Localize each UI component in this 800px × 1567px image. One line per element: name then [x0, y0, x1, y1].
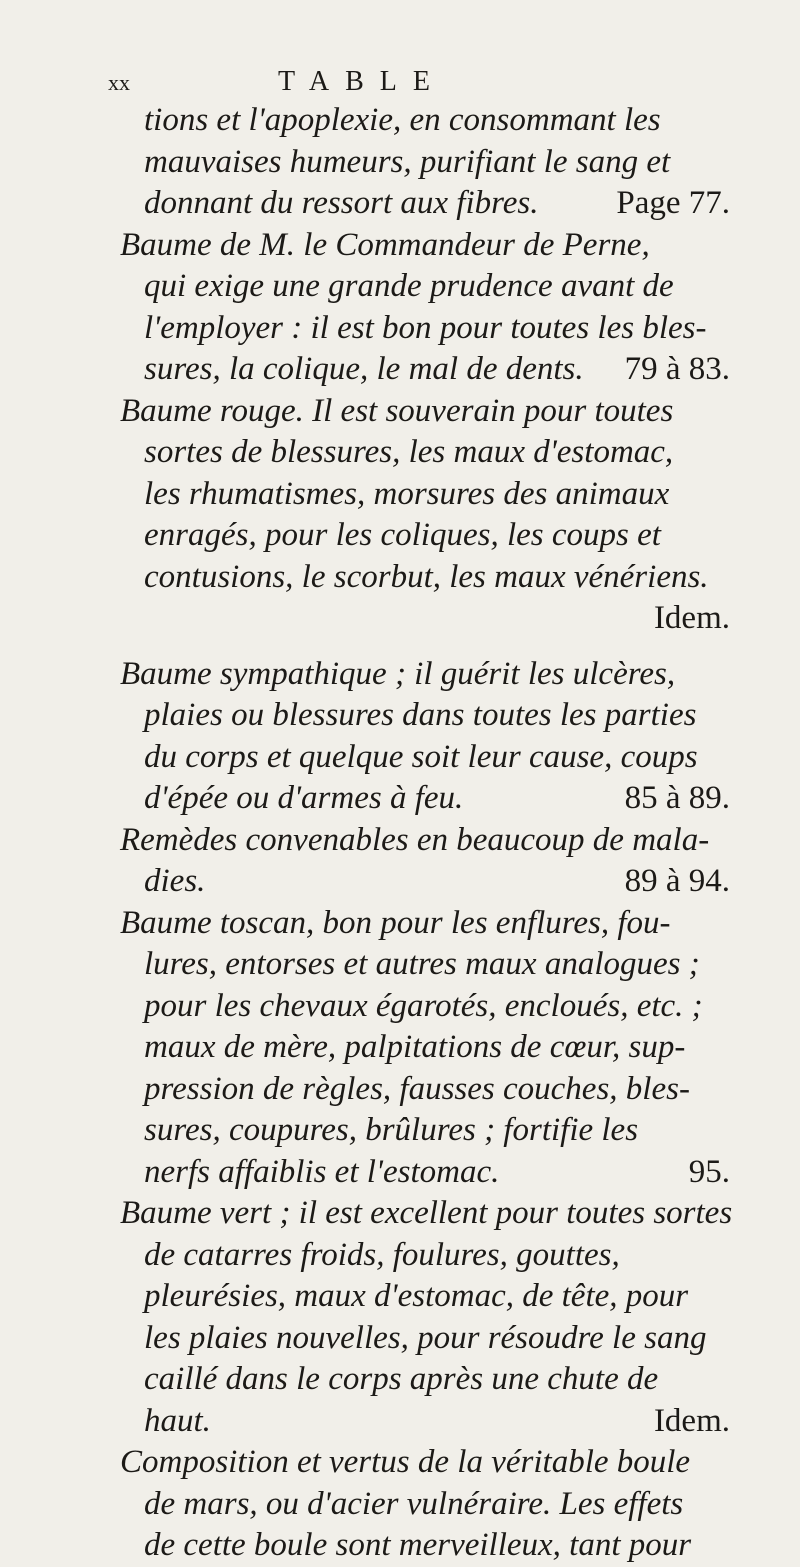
text-line [120, 1484, 730, 1526]
text-line [120, 308, 730, 350]
text-line [120, 474, 730, 516]
line-text: qui exige une grande prudence avant de [144, 268, 674, 304]
line-text: Composition et vertus de la véritable boule [120, 1444, 691, 1480]
text-line [120, 432, 730, 474]
text-line [120, 1525, 730, 1567]
line-text: sortes de blessures, les maux d'estomac, [144, 434, 674, 470]
line-text: pleurésies, maux d'estomac, de tête, pour [144, 1278, 689, 1314]
line-text: mauvaises humeurs, purifiant le sang et [144, 143, 671, 180]
text-line [120, 903, 730, 945]
page-reference: 79 à 83. [624, 351, 730, 387]
text-line [120, 515, 730, 557]
line-text: Baume rouge. Il est souverain pour toutes [120, 392, 674, 429]
line-text: contusions, le scorbut, les maux vénériens. [144, 558, 709, 595]
line-text: lures, entorses et autres maux analogues ; [144, 946, 700, 982]
text-line [120, 557, 730, 599]
page-reference: 89 à 94. [624, 863, 730, 899]
line-text: nerfs affaiblis et l'estomac. [144, 1153, 500, 1190]
line-text: haut. [144, 1402, 211, 1439]
line-text: pour les chevaux égarotés, encloués, etc. ; [144, 987, 703, 1024]
line-text: plaies ou blessures dans toutes les parties [144, 697, 697, 733]
line-text: d'épée ou d'armes à feu. [144, 780, 464, 816]
text-line [120, 1110, 730, 1152]
line-text: sures, la colique, le mal de dents. [144, 351, 584, 387]
line-text: l'employer : il est bon pour toutes les bles- [144, 309, 707, 346]
text-line [120, 944, 730, 986]
line-text: caillé dans le corps après une chute de [144, 1361, 659, 1397]
paragraph-gap [120, 640, 730, 654]
page-reference: Idem. [653, 600, 730, 636]
line-text: les plaies nouvelles, pour résoudre le sang [144, 1319, 707, 1356]
line-text: donnant du ressort aux fibres. [144, 185, 539, 221]
line-text: Baume sympathique ; il guérit les ulcères, [120, 655, 676, 692]
text-line [120, 820, 730, 862]
text-line [120, 391, 730, 433]
page-reference: 85 à 89. [624, 780, 730, 816]
text-line [120, 1276, 730, 1318]
text-line [120, 737, 730, 779]
line-text: dies. [144, 863, 206, 899]
text-line [120, 349, 730, 391]
line-text: Baume de M. le Commandeur de Perne, [120, 226, 650, 263]
table-of-contents-text [120, 100, 733, 1567]
text-line [120, 1027, 730, 1069]
line-text: Baume toscan, bon pour les enflures, fou- [120, 904, 671, 941]
line-text: maux de mère, palpitations de cœur, sup- [144, 1029, 686, 1065]
text-line [120, 861, 730, 903]
line-text: de mars, ou d'acier vulnéraire. Les effets [144, 1485, 684, 1522]
page-reference: Idem. [653, 1402, 730, 1439]
line-text: pression de règles, fausses couches, bles- [144, 1070, 690, 1107]
text-line [120, 266, 730, 308]
line-text: de cette boule sont merveilleux, tant pour [144, 1527, 692, 1563]
text-line [120, 986, 730, 1028]
text-line [120, 1318, 730, 1360]
line-text: tions et l'apoplexie, en consommant les [144, 102, 661, 138]
text-line [120, 1235, 730, 1277]
running-title: TABLE [278, 66, 446, 97]
line-text: les rhumatismes, morsures des animaux [144, 475, 670, 512]
line-text: de catarres froids, foulures, gouttes, [144, 1236, 620, 1273]
text-line [120, 778, 730, 820]
line-text: enragés, pour les coliques, les coups et [144, 517, 661, 553]
page-number: xx [108, 70, 130, 95]
line-text: sures, coupures, brûlures ; fortifie les [144, 1112, 639, 1148]
text-line [120, 100, 730, 142]
line-text: du corps et quelque soit leur cause, coups [144, 738, 698, 775]
text-line [120, 1152, 730, 1194]
text-line [120, 654, 730, 696]
page-reference: Page 77. [616, 185, 730, 221]
page-reference: 95. [688, 1153, 730, 1190]
text-line [120, 1442, 730, 1484]
text-line [120, 1193, 733, 1235]
text-line [120, 225, 730, 267]
text-line [120, 695, 730, 737]
text-line [120, 1069, 730, 1111]
text-line [120, 1359, 730, 1401]
text-line [120, 598, 730, 640]
line-text: Remèdes convenables en beaucoup de mala- [120, 821, 710, 858]
text-line [120, 142, 730, 184]
text-line [120, 1401, 730, 1443]
text-line [120, 183, 730, 225]
line-text: Baume vert ; il est excellent pour toutes sortes [120, 1195, 733, 1231]
